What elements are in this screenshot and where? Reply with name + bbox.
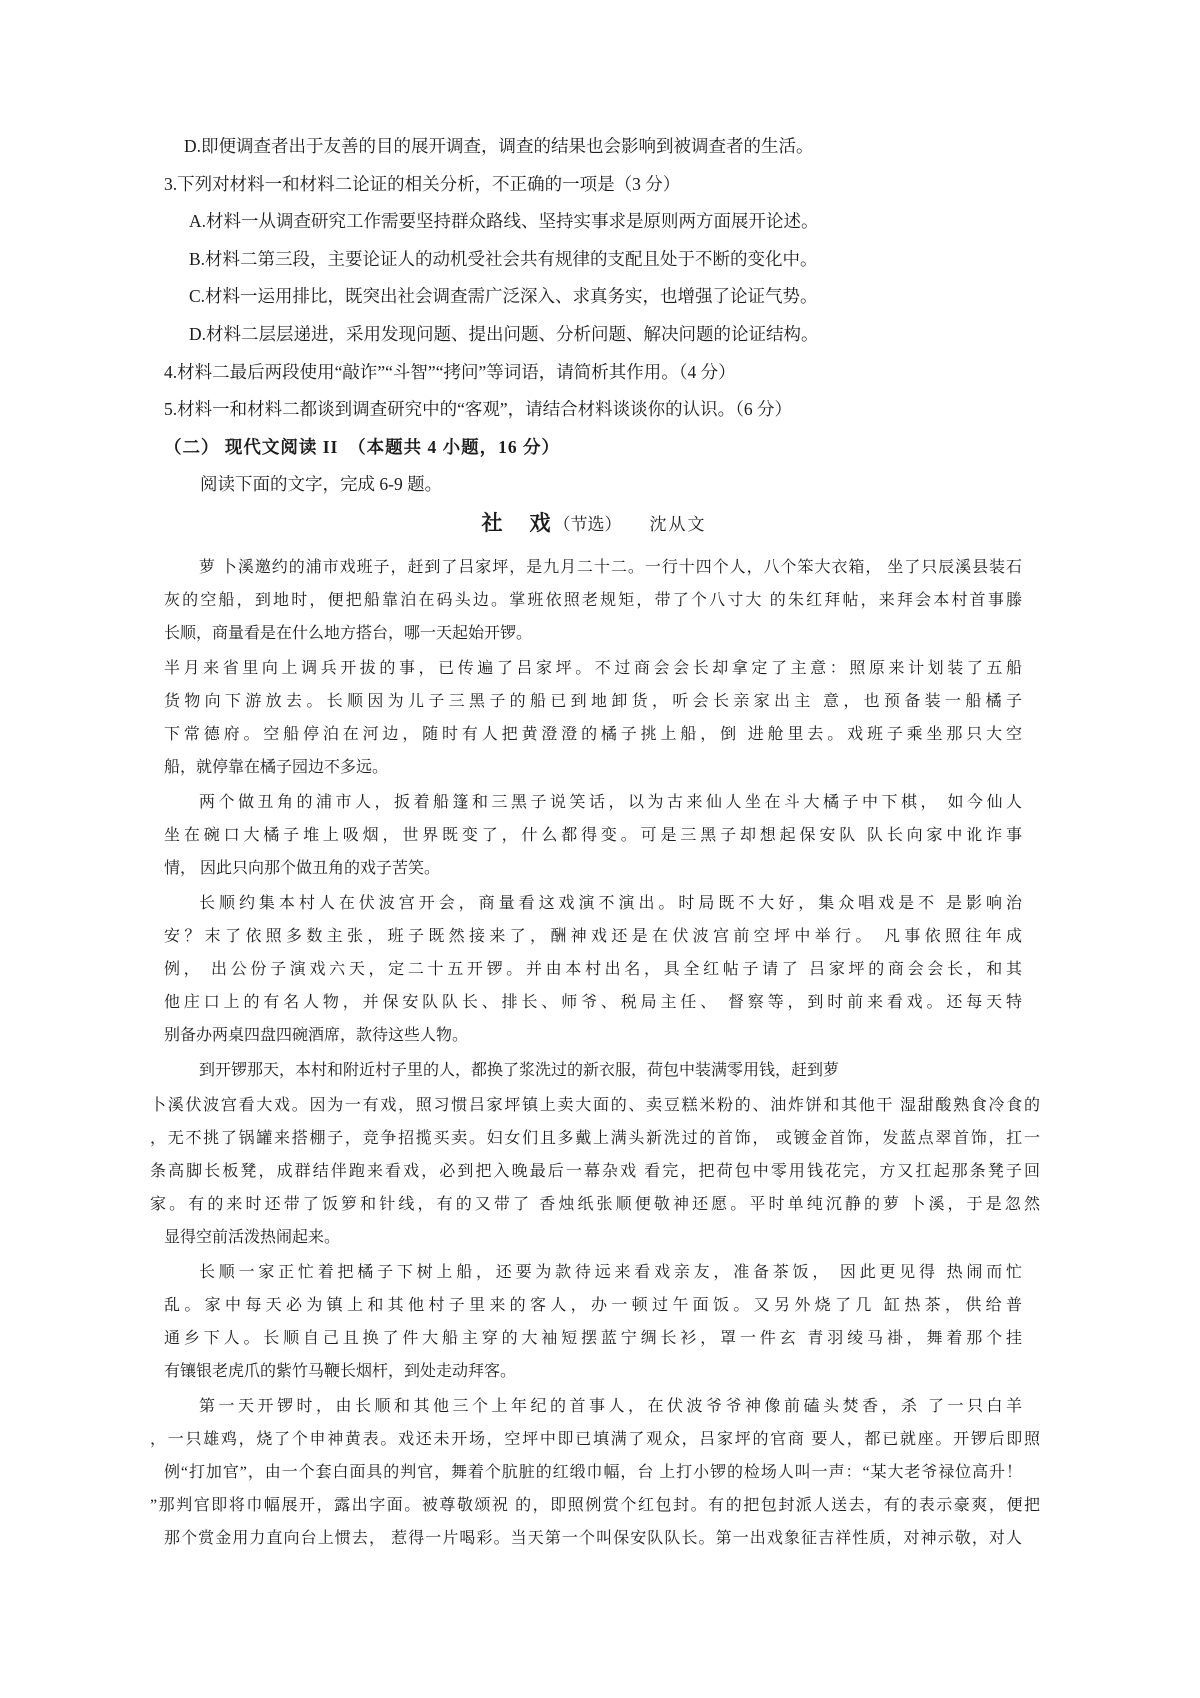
passage-line: 别备办两桌四盘四碗酒席，款待这些人物。 xyxy=(164,1026,469,1044)
passage-line: ，无不挑了锅罐来搭棚子，竞争招揽买卖。妇女们且多戴上满头新洗过的首饰， 或镀金首饰，发蓝点翠首饰，扛一 xyxy=(150,1129,1040,1147)
passage-line: 条高脚长板凳，成群结伴跑来看戏，必到把入晚最后一幕杂戏 看完，把荷包中零用钱花完，方又扛起那条凳子回 xyxy=(150,1162,1040,1180)
passage-line: 长顺，商量看是在什么地方搭台，哪一天起始开锣。 xyxy=(164,624,533,642)
passage-line: ，一只雄鸡，烧了个申神黄表。戏还未开场，空坪中即已填满了观众，吕家坪的官商 要人，都已就座。开锣后即照 xyxy=(150,1430,1040,1448)
passage-paragraph-2 xyxy=(164,652,1022,784)
question3-option-d: D.材料二层层递进，采用发现问题、提出问题、分析问题、解决问题的论证结构。 xyxy=(189,323,819,344)
question3-option-c: C.材料一运用排比，既突出社会调查需广泛深入、求真务实，也增强了论证气势。 xyxy=(189,286,818,307)
passage-author: 沈从文 xyxy=(649,514,707,534)
question3-option-b: B.材料二第三段，主要论证人的动机受社会共有规律的支配且处于不断的变化中。 xyxy=(189,248,818,269)
question2-option-d: D.即便调查者出于友善的目的展开调查，调查的结果也会影响到被调查者的生活。 xyxy=(184,136,814,156)
question-block xyxy=(164,128,1024,504)
passage-line: 两个做丑角的浦市人，扳着船篷和三黑子说笑话，以为古来仙人坐在斗大橘子中下棋， 如今仙人 xyxy=(199,793,1022,811)
passage-line: 安？末了依照多数主张，班子既然接来了，酬神戏还是在伏波宫前空坪中举行。 凡事依照往年成 xyxy=(164,927,1022,945)
passage-paragraph-4 xyxy=(164,887,1022,1052)
passage-line: ”那判官即将巾幅展开，露出字面。被尊敬颂祝 的，即照例赏个红包封。有的把包封派人送去，有的表示豪爽，便把 xyxy=(150,1496,1040,1514)
question4-stem: 4.材料二最后两段使用“敲诈”“斗智”“拷问”等词语，请简析其作用。（4 分） xyxy=(164,361,736,382)
passage-line: 船，就停靠在橘子园边不多远。 xyxy=(164,758,389,776)
passage-line: 半月来省里向上调兵开拔的事，已传遍了吕家坪。不过商会会长却拿定了主意：照原来计划装了五船 xyxy=(164,659,1022,677)
passage-line: 那个赏金用力直向台上惯去， 惹得一片喝彩。当天第一个叫保安队队长。第一出戏象征吉祥性质，对神示敬，对人 xyxy=(164,1529,1022,1547)
passage-title-note: （节选） xyxy=(553,514,622,534)
question3-option-a: A.材料一从调查研究工作需要坚持群众路线、坚持实事求是原则两方面展开论述。 xyxy=(189,211,819,232)
passage-line: 萝 卜溪邀约的浦市戏班子，赶到了吕家坪，是九月二十二。一行十四个人，八个笨大衣箱， 坐了只辰溪县装石 xyxy=(199,558,1022,576)
passage-line: 例， 出公份子演戏六天，定二十五开锣。并由本村出名，具全红帖子请了 吕家坪的商会会长，和其 xyxy=(164,960,1022,978)
passage-line: 长顺约集本村人在伏波宫开会，商量看这戏演不演出。时局既不大好，集众唱戏是不 是影响治 xyxy=(199,894,1022,912)
passage-line: 到开锣那天，本村和附近村子里的人，都换了浆洗过的新衣服，荷包中装满零用钱，赶到萝 xyxy=(199,1061,840,1079)
passage-line: 长顺一家正忙着把橘子下树上船，还要为款待远来看戏亲友，准备茶饭， 因此更见得 热闹而忙 xyxy=(199,1263,1022,1281)
passage-line: 第一天开锣时，由长顺和其他三个上年纪的首事人，在伏波爷爷神像前磕头焚香，杀 了一只白羊 xyxy=(199,1397,1022,1415)
passage-paragraph-7 xyxy=(164,1256,1022,1388)
passage-paragraph-5 xyxy=(164,1054,1022,1087)
passage-paragraph-3 xyxy=(164,786,1022,885)
passage-title: 社 戏 xyxy=(481,510,554,535)
reading-instruction: 阅读下面的文字，完成 6-9 题。 xyxy=(200,474,443,495)
question3-stem: 3.下列对材料一和材料二论证的相关分析，不正确的一项是（3 分） xyxy=(164,173,681,194)
passage-line: 通乡下人。长顺自己且换了件大船主穿的大袖短摆蓝宁绸长衫，罩一件玄 青羽绫马褂，舞着那个挂 xyxy=(164,1329,1022,1347)
passage-paragraph-1 xyxy=(164,551,1022,650)
passage-line: 灰的空船，到地时，便把船靠泊在码头边。掌班依照老规矩，带了个八寸大 的朱红拜帖，来拜会本村首事滕 xyxy=(164,591,1022,609)
passage-line: 货物向下游放去。长顺因为儿子三黑子的船已到地卸货，听会长亲家出主 意，也预备装一船橘子 xyxy=(164,692,1022,710)
passage-line: 家。有的来时还带了饭箩和针线，有的又带了 香烛纸张顺便敬神还愿。平时单纯沉静的萝 卜溪，于是忽然 xyxy=(150,1195,1040,1213)
passage-body xyxy=(150,551,1040,1555)
passage-line: 显得空前活泼热闹起来。 xyxy=(164,1228,341,1246)
question5-stem: 5.材料一和材料二都谈到调查研究中的“客观”，请结合材料谈谈你的认识。（6 分） xyxy=(164,399,793,420)
passage-line: 乱。家中每天必为镇上和其他村子里来的客人，办一顿过午面饭。又另外烧了几 缸热茶，供给普 xyxy=(164,1296,1022,1314)
passage-line: 情， 因此只向那个做丑角的戏子苦笑。 xyxy=(164,859,441,877)
passage-line: 有镶银老虎爪的紫竹马鞭长烟杆，到处走动拜客。 xyxy=(164,1362,517,1380)
passage-line: 下常德府。空船停泊在河边，随时有人把黄澄澄的橘子挑上船，倒 进舱里去。戏班子乘坐那只大空 xyxy=(164,725,1022,743)
passage-title-line xyxy=(164,506,1024,543)
passage-line: 他庄口上的有名人物，并保安队队长、排长、师爷、税局主任、 督察等，到时前来看戏。还每天特 xyxy=(164,993,1022,1011)
passage-line: 例“打加官”，由一个套白面具的判官，舞着个肮脏的红缎巾幅，台 上打小锣的检场人叫一声：“某大老爷禄位高升！ xyxy=(164,1463,1022,1481)
section2-heading: （二） 现代文阅读 II （本题共 4 小题，16 分） xyxy=(164,436,560,457)
passage-line: 卜溪伏波宫看大戏。因为一有戏，照习惯吕家坪镇上卖大面的、卖豆糕米粉的、油炸饼和其他干 湿甜酸熟食冷食的 xyxy=(150,1096,1040,1114)
passage-line: 坐在碗口大橘子堆上吸烟，世界既变了，什么都得变。可是三黑子却想起保安队 队长向家中讹诈事 xyxy=(164,826,1022,844)
passage-paragraph-6 xyxy=(150,1089,1040,1254)
passage-paragraph-8 xyxy=(150,1390,1040,1555)
